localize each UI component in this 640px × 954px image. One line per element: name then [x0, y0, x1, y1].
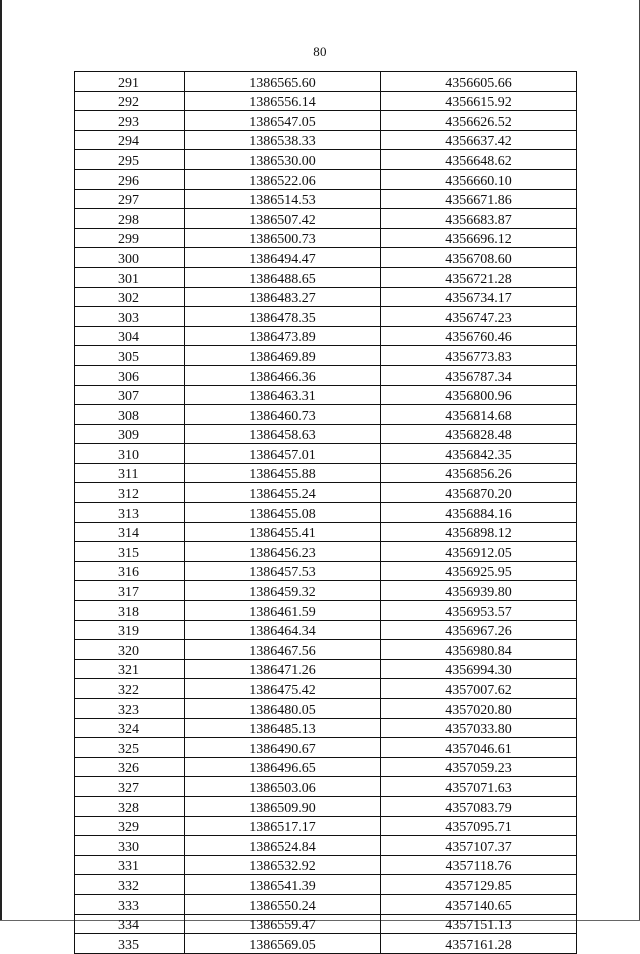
table-row: [75, 287, 577, 307]
point-number-cell: 311: [75, 463, 185, 483]
point-number-cell: 299: [75, 228, 185, 248]
x-coordinate-cell: 1386507.42: [185, 209, 381, 229]
y-coordinate-cell: 4356760.46: [381, 326, 577, 346]
table-row: [75, 346, 577, 366]
y-coordinate-cell: 4357151.13: [381, 914, 577, 934]
point-number-cell: 324: [75, 718, 185, 738]
y-coordinate-cell: 4356967.26: [381, 620, 577, 640]
point-number-cell: 318: [75, 601, 185, 621]
point-number-cell: 292: [75, 91, 185, 111]
y-coordinate-cell: 4356660.10: [381, 169, 577, 189]
point-number-cell: 306: [75, 365, 185, 385]
x-coordinate-cell: 1386559.47: [185, 914, 381, 934]
x-coordinate-cell: 1386478.35: [185, 307, 381, 327]
y-coordinate-cell: 4356912.05: [381, 542, 577, 562]
y-coordinate-cell: 4356683.87: [381, 209, 577, 229]
coordinates-table: [74, 71, 577, 954]
x-coordinate-cell: 1386496.65: [185, 757, 381, 777]
y-coordinate-cell: 4356626.52: [381, 111, 577, 131]
x-coordinate-cell: 1386458.63: [185, 424, 381, 444]
x-coordinate-cell: 1386475.42: [185, 679, 381, 699]
table-row: [75, 738, 577, 758]
y-coordinate-cell: 4357020.80: [381, 699, 577, 719]
point-number-cell: 331: [75, 855, 185, 875]
table-row: [75, 424, 577, 444]
y-coordinate-cell: 4356605.66: [381, 72, 577, 92]
point-number-cell: 327: [75, 777, 185, 797]
x-coordinate-cell: 1386569.05: [185, 934, 381, 954]
point-number-cell: 302: [75, 287, 185, 307]
table-row: [75, 326, 577, 346]
point-number-cell: 315: [75, 542, 185, 562]
y-coordinate-cell: 4356734.17: [381, 287, 577, 307]
x-coordinate-cell: 1386455.08: [185, 503, 381, 523]
table-row: [75, 267, 577, 287]
y-coordinate-cell: 4357059.23: [381, 757, 577, 777]
x-coordinate-cell: 1386488.65: [185, 267, 381, 287]
y-coordinate-cell: 4357007.62: [381, 679, 577, 699]
y-coordinate-cell: 4356898.12: [381, 522, 577, 542]
point-number-cell: 301: [75, 267, 185, 287]
y-coordinate-cell: 4356696.12: [381, 228, 577, 248]
x-coordinate-cell: 1386473.89: [185, 326, 381, 346]
point-number-cell: 319: [75, 620, 185, 640]
point-number-cell: 300: [75, 248, 185, 268]
table-row: [75, 130, 577, 150]
y-coordinate-cell: 4356994.30: [381, 659, 577, 679]
point-number-cell: 329: [75, 816, 185, 836]
y-coordinate-cell: 4356870.20: [381, 483, 577, 503]
y-coordinate-cell: 4356671.86: [381, 189, 577, 209]
x-coordinate-cell: 1386459.32: [185, 581, 381, 601]
point-number-cell: 309: [75, 424, 185, 444]
point-number-cell: 335: [75, 934, 185, 954]
point-number-cell: 317: [75, 581, 185, 601]
table-row: [75, 483, 577, 503]
y-coordinate-cell: 4357129.85: [381, 875, 577, 895]
point-number-cell: 316: [75, 561, 185, 581]
table-row: [75, 796, 577, 816]
x-coordinate-cell: 1386464.34: [185, 620, 381, 640]
x-coordinate-cell: 1386483.27: [185, 287, 381, 307]
point-number-cell: 313: [75, 503, 185, 523]
table-row: [75, 209, 577, 229]
x-coordinate-cell: 1386455.24: [185, 483, 381, 503]
y-coordinate-cell: 4357095.71: [381, 816, 577, 836]
x-coordinate-cell: 1386460.73: [185, 405, 381, 425]
table-row: [75, 444, 577, 464]
table-row: [75, 503, 577, 523]
table-row: [75, 581, 577, 601]
y-coordinate-cell: 4356787.34: [381, 365, 577, 385]
point-number-cell: 296: [75, 169, 185, 189]
x-coordinate-cell: 1386503.06: [185, 777, 381, 797]
y-coordinate-cell: 4356925.95: [381, 561, 577, 581]
x-coordinate-cell: 1386455.88: [185, 463, 381, 483]
y-coordinate-cell: 4357140.65: [381, 894, 577, 914]
x-coordinate-cell: 1386532.92: [185, 855, 381, 875]
table-row: [75, 718, 577, 738]
y-coordinate-cell: 4357071.63: [381, 777, 577, 797]
table-row: [75, 640, 577, 660]
table-row: [75, 228, 577, 248]
x-coordinate-cell: 1386565.60: [185, 72, 381, 92]
page-number: 80: [313, 44, 327, 59]
y-coordinate-cell: 4357107.37: [381, 836, 577, 856]
y-coordinate-cell: 4356800.96: [381, 385, 577, 405]
table-row: [75, 934, 577, 954]
point-number-cell: 333: [75, 894, 185, 914]
table-row: [75, 601, 577, 621]
x-coordinate-cell: 1386490.67: [185, 738, 381, 758]
y-coordinate-cell: 4356980.84: [381, 640, 577, 660]
table-row: [75, 463, 577, 483]
table-row: [75, 757, 577, 777]
table-row: [75, 875, 577, 895]
x-coordinate-cell: 1386514.53: [185, 189, 381, 209]
point-number-cell: 326: [75, 757, 185, 777]
x-coordinate-cell: 1386461.59: [185, 601, 381, 621]
y-coordinate-cell: 4356615.92: [381, 91, 577, 111]
table-row: [75, 816, 577, 836]
table-row: [75, 836, 577, 856]
point-number-cell: 332: [75, 875, 185, 895]
table-row: [75, 307, 577, 327]
y-coordinate-cell: 4357046.61: [381, 738, 577, 758]
y-coordinate-cell: 4356939.80: [381, 581, 577, 601]
y-coordinate-cell: 4356637.42: [381, 130, 577, 150]
x-coordinate-cell: 1386466.36: [185, 365, 381, 385]
table-row: [75, 72, 577, 92]
x-coordinate-cell: 1386538.33: [185, 130, 381, 150]
y-coordinate-cell: 4356953.57: [381, 601, 577, 621]
x-coordinate-cell: 1386469.89: [185, 346, 381, 366]
table-row: [75, 522, 577, 542]
point-number-cell: 307: [75, 385, 185, 405]
table-row: [75, 365, 577, 385]
y-coordinate-cell: 4357161.28: [381, 934, 577, 954]
point-number-cell: 330: [75, 836, 185, 856]
x-coordinate-cell: 1386530.00: [185, 150, 381, 170]
point-number-cell: 310: [75, 444, 185, 464]
table-row: [75, 679, 577, 699]
x-coordinate-cell: 1386517.17: [185, 816, 381, 836]
x-coordinate-cell: 1386455.41: [185, 522, 381, 542]
y-coordinate-cell: 4356708.60: [381, 248, 577, 268]
table-row: [75, 91, 577, 111]
y-coordinate-cell: 4357118.76: [381, 855, 577, 875]
y-coordinate-cell: 4356856.26: [381, 463, 577, 483]
point-number-cell: 293: [75, 111, 185, 131]
point-number-cell: 304: [75, 326, 185, 346]
x-coordinate-cell: 1386467.56: [185, 640, 381, 660]
x-coordinate-cell: 1386547.05: [185, 111, 381, 131]
x-coordinate-cell: 1386556.14: [185, 91, 381, 111]
point-number-cell: 294: [75, 130, 185, 150]
x-coordinate-cell: 1386480.05: [185, 699, 381, 719]
scan-edge-left: [0, 0, 2, 921]
x-coordinate-cell: 1386457.53: [185, 561, 381, 581]
y-coordinate-cell: 4356842.35: [381, 444, 577, 464]
point-number-cell: 334: [75, 914, 185, 934]
point-number-cell: 320: [75, 640, 185, 660]
table-row: [75, 894, 577, 914]
point-number-cell: 325: [75, 738, 185, 758]
table-row: [75, 111, 577, 131]
table-row: [75, 855, 577, 875]
table-row: [75, 914, 577, 934]
y-coordinate-cell: 4357033.80: [381, 718, 577, 738]
x-coordinate-cell: 1386550.24: [185, 894, 381, 914]
table-row: [75, 620, 577, 640]
table-row: [75, 150, 577, 170]
coordinates-table-body: [75, 72, 577, 954]
point-number-cell: 314: [75, 522, 185, 542]
point-number-cell: 308: [75, 405, 185, 425]
y-coordinate-cell: 4356648.62: [381, 150, 577, 170]
point-number-cell: 305: [75, 346, 185, 366]
y-coordinate-cell: 4356721.28: [381, 267, 577, 287]
table-row: [75, 659, 577, 679]
point-number-cell: 323: [75, 699, 185, 719]
y-coordinate-cell: 4357083.79: [381, 796, 577, 816]
y-coordinate-cell: 4356828.48: [381, 424, 577, 444]
point-number-cell: 298: [75, 209, 185, 229]
point-number-cell: 303: [75, 307, 185, 327]
x-coordinate-cell: 1386457.01: [185, 444, 381, 464]
table-row: [75, 561, 577, 581]
y-coordinate-cell: 4356814.68: [381, 405, 577, 425]
point-number-cell: 321: [75, 659, 185, 679]
y-coordinate-cell: 4356884.16: [381, 503, 577, 523]
point-number-cell: 295: [75, 150, 185, 170]
point-number-cell: 312: [75, 483, 185, 503]
x-coordinate-cell: 1386509.90: [185, 796, 381, 816]
y-coordinate-cell: 4356747.23: [381, 307, 577, 327]
table-row: [75, 542, 577, 562]
x-coordinate-cell: 1386494.47: [185, 248, 381, 268]
table-row: [75, 699, 577, 719]
x-coordinate-cell: 1386485.13: [185, 718, 381, 738]
point-number-cell: 328: [75, 796, 185, 816]
x-coordinate-cell: 1386500.73: [185, 228, 381, 248]
table-row: [75, 777, 577, 797]
point-number-cell: 297: [75, 189, 185, 209]
point-number-cell: 322: [75, 679, 185, 699]
x-coordinate-cell: 1386541.39: [185, 875, 381, 895]
x-coordinate-cell: 1386456.23: [185, 542, 381, 562]
table-row: [75, 169, 577, 189]
x-coordinate-cell: 1386522.06: [185, 169, 381, 189]
table-row: [75, 405, 577, 425]
table-row: [75, 385, 577, 405]
x-coordinate-cell: 1386471.26: [185, 659, 381, 679]
point-number-cell: 291: [75, 72, 185, 92]
y-coordinate-cell: 4356773.83: [381, 346, 577, 366]
table-row: [75, 248, 577, 268]
x-coordinate-cell: 1386463.31: [185, 385, 381, 405]
table-row: [75, 189, 577, 209]
x-coordinate-cell: 1386524.84: [185, 836, 381, 856]
